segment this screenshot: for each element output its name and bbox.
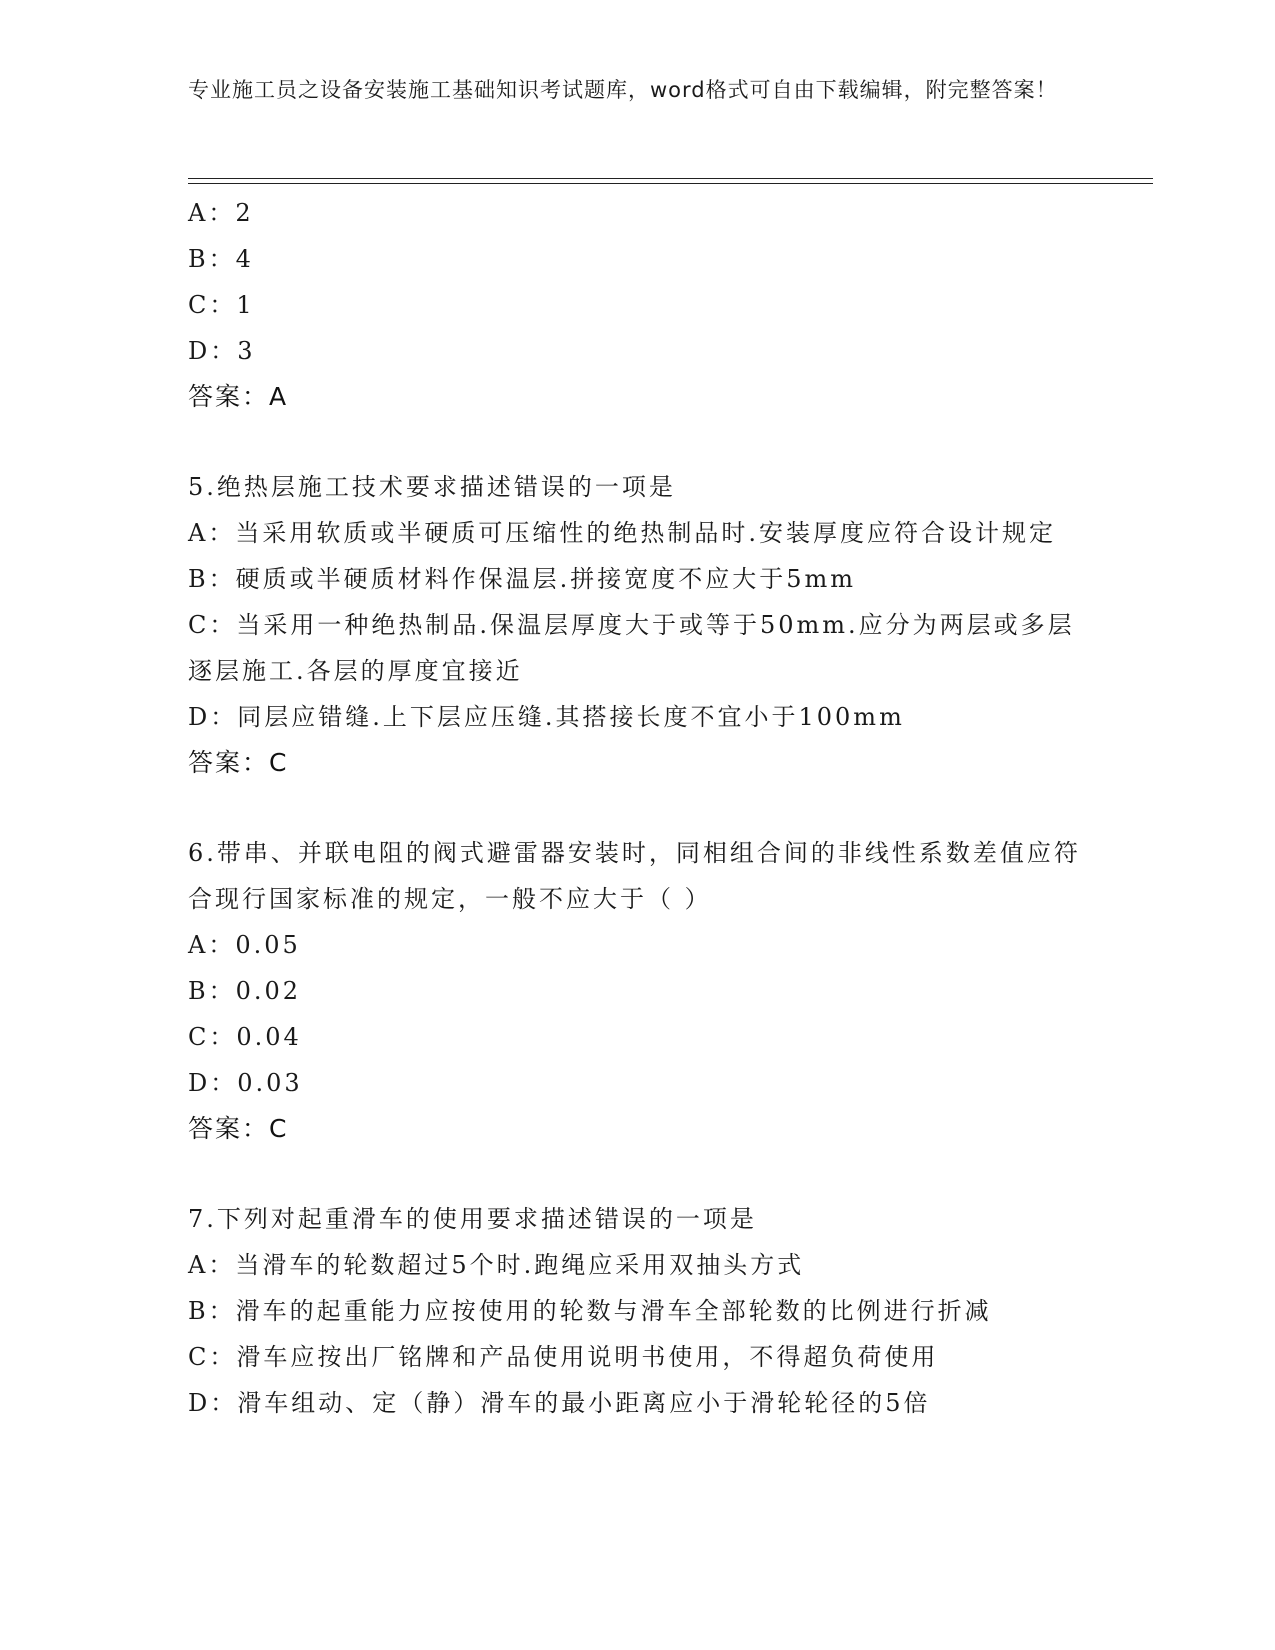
answer-label: 答案：C — [188, 748, 289, 777]
option-a: A：当采用软质或半硬质可压缩性的绝热制品时.安装厚度应符合设计规定 — [188, 519, 1056, 547]
option-c: C：1 — [188, 291, 255, 319]
option-a: A：0.05 — [188, 931, 301, 959]
option-b: B：硬质或半硬质材料作保温层.拼接宽度不应大于5mm — [188, 565, 857, 593]
header-divider-bottom — [188, 183, 1153, 184]
spacer — [188, 420, 1088, 464]
answer-label: 答案：A — [188, 382, 289, 411]
option-c: C：滑车应按出厂铭牌和产品使用说明书使用，不得超负荷使用 — [188, 1343, 939, 1371]
option-b: B：滑车的起重能力应按使用的轮数与滑车全部轮数的比例进行折减 — [188, 1297, 992, 1325]
question-7 — [188, 1196, 1088, 1426]
option-d: D：滑车组动、定（静）滑车的最小距离应小于滑轮轮径的5倍 — [188, 1389, 931, 1417]
option-c: C：0.04 — [188, 1023, 302, 1051]
question-stem: 5.绝热层施工技术要求描述错误的一项是 — [188, 473, 676, 501]
question-5 — [188, 464, 1088, 786]
option-a: A：当滑车的轮数超过5个时.跑绳应采用双抽头方式 — [188, 1251, 805, 1279]
spacer — [188, 786, 1088, 830]
question-list — [188, 190, 1088, 1426]
option-c: C：当采用一种绝热制品.保温层厚度大于或等于50mm.应分为两层或多层逐层施工.各层的厚度宜接近 — [188, 611, 1075, 685]
header-divider-top — [188, 178, 1153, 179]
option-b: B：4 — [188, 245, 254, 273]
option-d: D：0.03 — [188, 1069, 303, 1097]
question-stem: 7.下列对起重滑车的使用要求描述错误的一项是 — [188, 1205, 757, 1233]
option-b: B：0.02 — [188, 977, 302, 1005]
question-4-options — [188, 190, 1088, 420]
option-d: D：3 — [188, 337, 256, 365]
spacer — [188, 1152, 1088, 1196]
document-header: 专业施工员之设备安装施工基础知识考试题库，word格式可自由下载编辑，附完整答案！ — [188, 78, 1058, 102]
option-d: D：同层应错缝.上下层应压缝.其搭接长度不宜小于100mm — [188, 703, 905, 731]
option-a: A：2 — [188, 199, 254, 227]
answer-label: 答案：C — [188, 1114, 289, 1143]
question-stem: 6.带串、并联电阻的阀式避雷器安装时，同相组合间的非线性系数差值应符合现行国家标准的规定，一般不应大于（ ） — [188, 839, 1081, 913]
question-6 — [188, 830, 1088, 1152]
